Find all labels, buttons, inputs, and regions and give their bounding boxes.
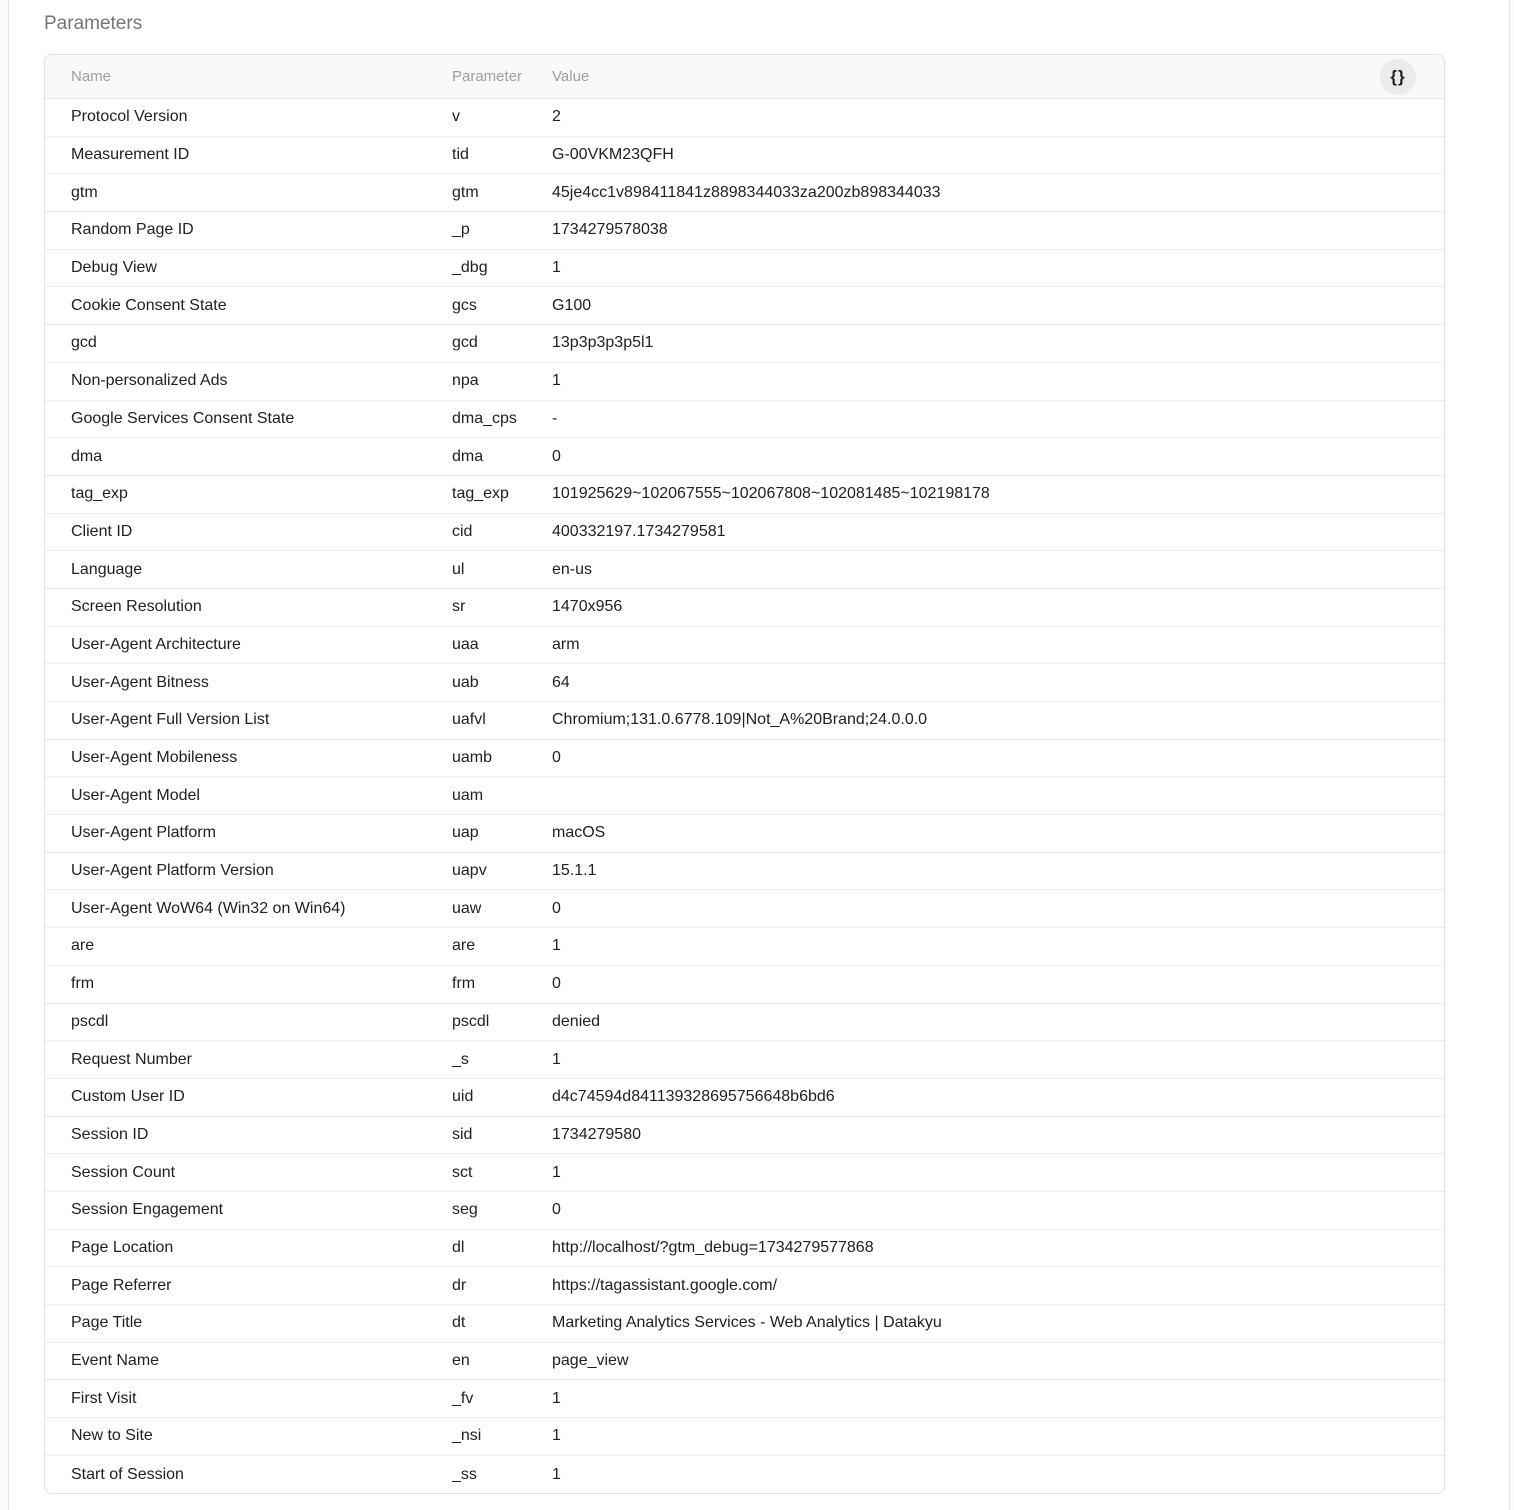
param-name-cell: User-Agent Architecture <box>71 635 241 653</box>
param-name-cell: Page Location <box>71 1238 174 1256</box>
table-row <box>45 438 1444 476</box>
param-key-cell: dr <box>452 1276 467 1294</box>
table-row <box>45 212 1444 250</box>
table-row <box>45 250 1444 288</box>
table-row <box>45 1004 1444 1042</box>
param-value-cell: 1 <box>552 372 561 390</box>
param-value-cell: macOS <box>552 824 606 842</box>
param-key-cell: _dbg <box>452 259 488 277</box>
param-key-cell: en <box>452 1352 470 1370</box>
param-key-cell: uid <box>452 1088 474 1106</box>
table-row <box>45 928 1444 966</box>
param-name-cell: Debug View <box>71 259 157 277</box>
param-name-cell: Non-personalized Ads <box>71 372 228 390</box>
param-value-cell: 1734279578038 <box>552 221 668 239</box>
param-name-cell: Page Referrer <box>71 1276 172 1294</box>
table-row <box>45 1380 1444 1418</box>
param-key-cell: sct <box>452 1163 473 1181</box>
table-row <box>45 551 1444 589</box>
table-row <box>45 664 1444 702</box>
param-value-cell: 0 <box>552 447 561 465</box>
param-name-cell: dma <box>71 447 103 465</box>
param-key-cell: _fv <box>452 1389 474 1407</box>
param-value-cell: 0 <box>552 899 561 917</box>
param-key-cell: cid <box>452 522 473 540</box>
param-key-cell: dl <box>452 1238 465 1256</box>
param-value-cell: Chromium;131.0.6778.109|Not_A%20Brand;24.0.0.0 <box>552 711 928 729</box>
column-header-value: Value <box>552 68 590 85</box>
param-name-cell: Screen Resolution <box>71 598 202 616</box>
param-value-cell: Marketing Analytics Services - Web Analytics | Datakyu <box>552 1314 942 1332</box>
param-key-cell: uaw <box>452 899 482 917</box>
param-name-cell: User-Agent Full Version List <box>71 711 270 729</box>
param-value-cell: G100 <box>552 296 592 314</box>
table-row <box>45 137 1444 175</box>
param-value-cell: 400332197.1734279581 <box>552 522 726 540</box>
table-row <box>45 1192 1444 1230</box>
table-row <box>45 514 1444 552</box>
table-body <box>45 99 1444 1493</box>
param-value-cell: 15.1.1 <box>552 862 597 880</box>
table-row <box>45 287 1444 325</box>
param-key-cell: dt <box>452 1314 466 1332</box>
table-row <box>45 702 1444 740</box>
param-value-cell: d4c74594d841139328695756648b6bd6 <box>552 1088 835 1106</box>
parameters-panel <box>8 0 1510 1510</box>
param-name-cell: User-Agent Mobileness <box>71 749 238 767</box>
param-key-cell: gcd <box>452 334 478 352</box>
table-row <box>45 1267 1444 1305</box>
param-value-cell: - <box>552 409 558 427</box>
param-value-cell: 1 <box>552 1050 561 1068</box>
parameters-table <box>44 54 1445 1494</box>
param-key-cell: v <box>452 108 460 126</box>
param-name-cell: New to Site <box>71 1427 153 1445</box>
param-key-cell: uam <box>452 786 484 804</box>
table-row <box>45 966 1444 1004</box>
param-value-cell: 1734279580 <box>552 1125 641 1143</box>
param-key-cell: tid <box>452 146 469 164</box>
param-value-cell: 1 <box>552 1163 561 1181</box>
param-name-cell: Event Name <box>71 1352 160 1370</box>
table-row <box>45 890 1444 928</box>
param-name-cell: Session Engagement <box>71 1201 224 1219</box>
param-name-cell: Start of Session <box>71 1465 184 1483</box>
table-header <box>45 55 1444 99</box>
param-value-cell: en-us <box>552 560 593 578</box>
table-row <box>45 1305 1444 1343</box>
table-row <box>45 1041 1444 1079</box>
param-value-cell: 1 <box>552 937 561 955</box>
param-name-cell: Custom User ID <box>71 1088 185 1106</box>
param-value-cell: 2 <box>552 108 561 126</box>
table-row <box>45 363 1444 401</box>
param-name-cell: First Visit <box>71 1389 137 1407</box>
param-key-cell: are <box>452 937 476 955</box>
code-view-button[interactable] <box>1380 59 1416 95</box>
param-key-cell: uamb <box>452 749 493 767</box>
param-name-cell: User-Agent Model <box>71 786 200 804</box>
param-value-cell: 1 <box>552 1427 561 1445</box>
param-key-cell: gcs <box>452 296 477 314</box>
param-name-cell: User-Agent WoW64 (Win32 on Win64) <box>71 899 346 917</box>
param-key-cell: uap <box>452 824 479 842</box>
param-value-cell: page_view <box>552 1352 629 1370</box>
param-name-cell: Google Services Consent State <box>71 409 295 427</box>
param-key-cell: _p <box>452 221 470 239</box>
param-name-cell: gtm <box>71 183 98 201</box>
param-name-cell: Request Number <box>71 1050 192 1068</box>
table-row <box>45 1343 1444 1381</box>
param-name-cell: Random Page ID <box>71 221 194 239</box>
param-value-cell: http://localhost/?gtm_debug=1734279577868 <box>552 1238 874 1256</box>
table-row <box>45 627 1444 665</box>
param-key-cell: tag_exp <box>452 485 509 503</box>
param-value-cell: 64 <box>552 673 570 691</box>
table-row <box>45 1117 1444 1155</box>
param-name-cell: User-Agent Bitness <box>71 673 209 691</box>
param-name-cell: gcd <box>71 334 97 352</box>
param-name-cell: Cookie Consent State <box>71 296 227 314</box>
param-key-cell: uapv <box>452 862 487 880</box>
param-value-cell: 0 <box>552 749 561 767</box>
param-value-cell: 13p3p3p3p5l1 <box>552 334 654 352</box>
param-name-cell: User-Agent Platform <box>71 824 216 842</box>
param-key-cell: npa <box>452 372 479 390</box>
param-name-cell: tag_exp <box>71 485 128 503</box>
param-key-cell: ul <box>452 560 465 578</box>
param-key-cell: _s <box>452 1050 469 1068</box>
param-value-cell: 1 <box>552 1389 561 1407</box>
param-value-cell: 101925629~102067555~102067808~102081485~102198178 <box>552 485 990 503</box>
table-row <box>45 777 1444 815</box>
param-value-cell: 45je4cc1v898411841z8898344033za200zb898344033 <box>552 183 941 201</box>
param-key-cell: dma <box>452 447 484 465</box>
table-row <box>45 325 1444 363</box>
param-key-cell: pscdl <box>452 1012 490 1030</box>
table-row <box>45 740 1444 778</box>
param-value-cell: 1470x956 <box>552 598 623 616</box>
column-header-parameter: Parameter <box>452 68 523 85</box>
param-key-cell: seg <box>452 1201 478 1219</box>
table-row <box>45 401 1444 439</box>
page-title: Parameters <box>44 13 143 34</box>
table-row <box>45 174 1444 212</box>
param-name-cell: Language <box>71 560 143 578</box>
table-row <box>45 99 1444 137</box>
param-value-cell: https://tagassistant.google.com/ <box>552 1276 778 1294</box>
column-header-name: Name <box>71 68 112 85</box>
table-row <box>45 1456 1444 1494</box>
param-key-cell: uafvl <box>452 711 486 729</box>
param-value-cell: 1 <box>552 259 561 277</box>
param-name-cell: Protocol Version <box>71 108 188 126</box>
param-value-cell: 0 <box>552 975 561 993</box>
param-value-cell: arm <box>552 635 580 653</box>
param-key-cell: sid <box>452 1125 473 1143</box>
table-row <box>45 815 1444 853</box>
param-name-cell: Client ID <box>71 522 133 540</box>
param-value-cell: 1 <box>552 1465 561 1483</box>
param-value-cell: denied <box>552 1012 601 1030</box>
param-name-cell: are <box>71 937 95 955</box>
param-key-cell: gtm <box>452 183 479 201</box>
table-row <box>45 1230 1444 1268</box>
param-name-cell: User-Agent Platform Version <box>71 862 274 880</box>
table-row <box>45 1154 1444 1192</box>
table-row <box>45 589 1444 627</box>
param-key-cell: sr <box>452 598 466 616</box>
param-name-cell: pscdl <box>71 1012 109 1030</box>
param-key-cell: uaa <box>452 635 479 653</box>
param-key-cell: uab <box>452 673 479 691</box>
param-key-cell: _ss <box>452 1465 477 1483</box>
table-row <box>45 1079 1444 1117</box>
param-name-cell: Page Title <box>71 1314 143 1332</box>
param-value-cell: G-00VKM23QFH <box>552 146 674 164</box>
param-key-cell: dma_cps <box>452 409 517 427</box>
curly-braces-icon: {} <box>1390 66 1406 86</box>
table-row <box>45 853 1444 891</box>
param-value-cell: 0 <box>552 1201 561 1219</box>
param-name-cell: Measurement ID <box>71 146 190 164</box>
table-row <box>45 1418 1444 1456</box>
param-name-cell: frm <box>71 975 95 993</box>
param-name-cell: Session ID <box>71 1125 149 1143</box>
param-key-cell: frm <box>452 975 476 993</box>
param-key-cell: _nsi <box>452 1427 482 1445</box>
table-row <box>45 476 1444 514</box>
param-name-cell: Session Count <box>71 1163 176 1181</box>
